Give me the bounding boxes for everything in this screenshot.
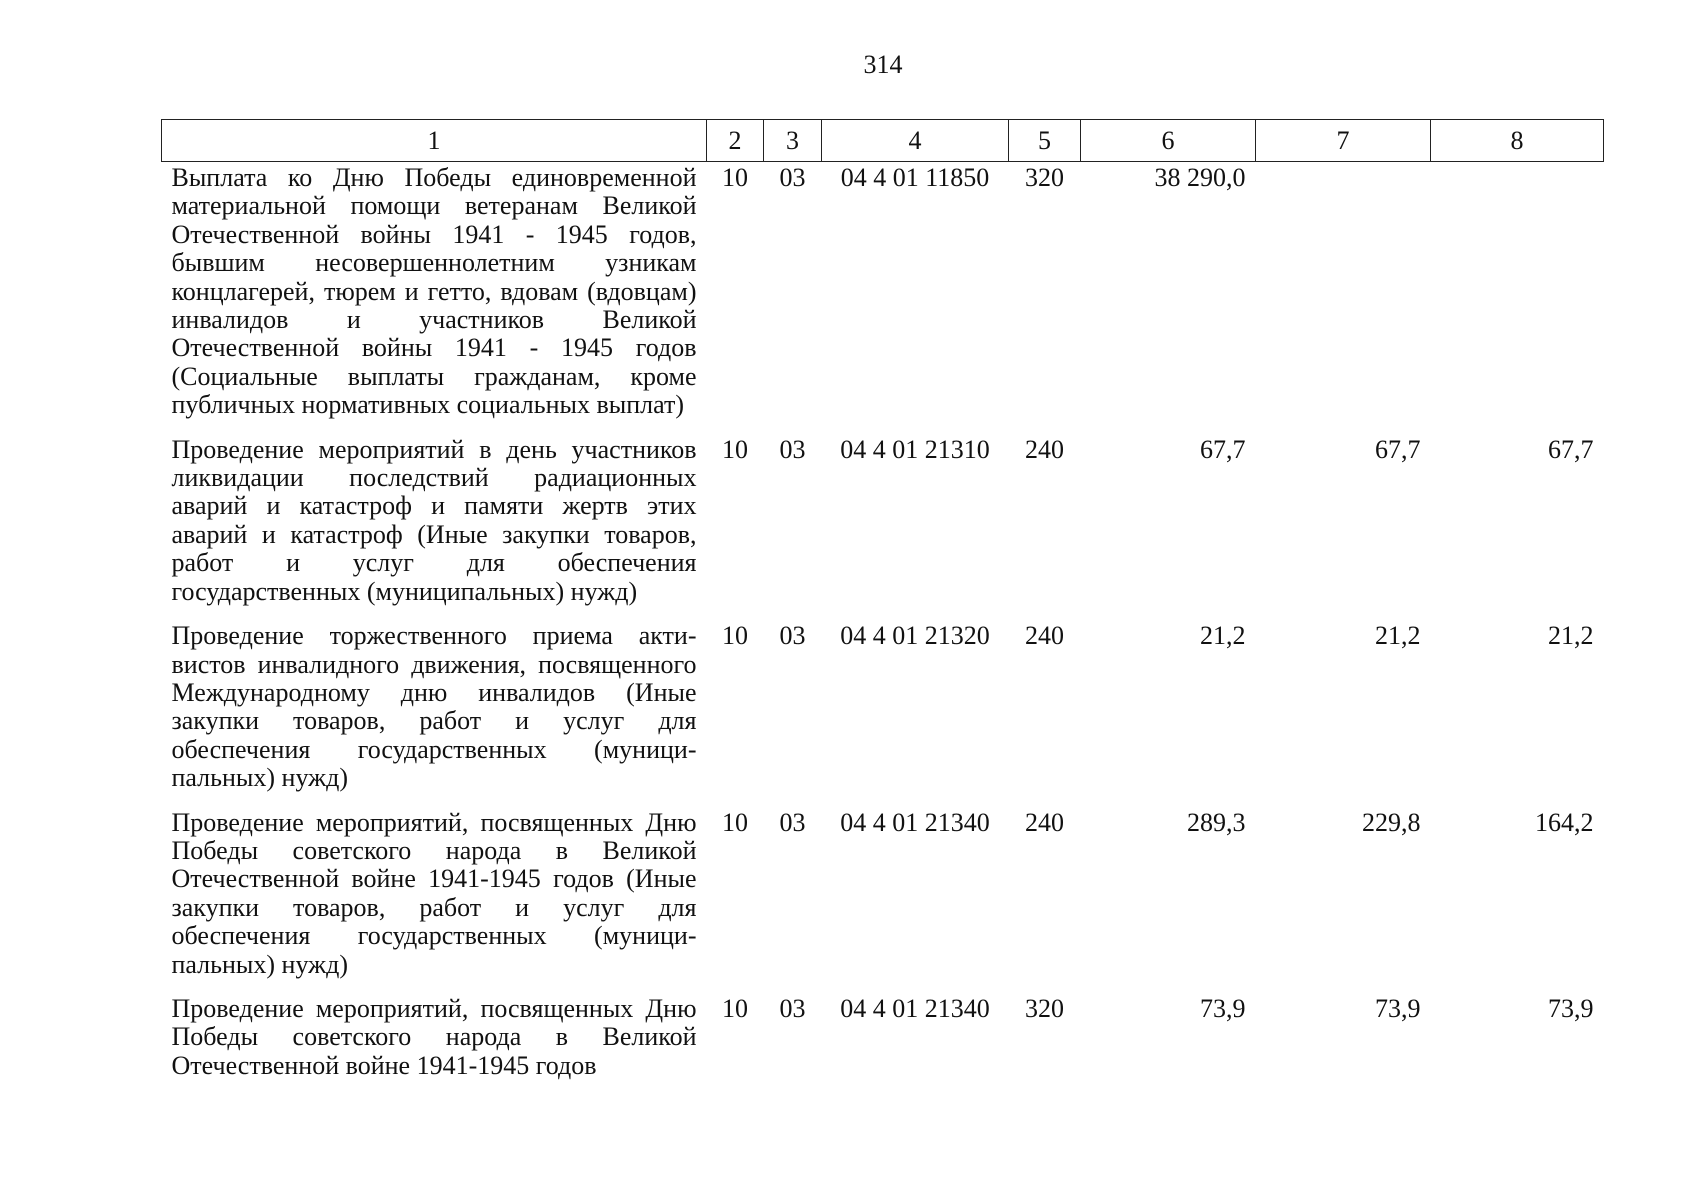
row-target-article: 04 4 01 21310 [840,434,990,464]
row-section-code: 10 [722,807,748,837]
header-col-8: 8 [1431,120,1604,162]
row-expense-type: 240 [1025,807,1064,837]
row-amount-col8: 164,2 [1535,807,1594,837]
table-row [162,807,1604,993]
row-description: Проведение торжественного приема активистов инвалидного движения, посвященного Международному дню инвалидов (Иные закупки товаров, работ и услуг для обеспечения государственных (муниципальных) нужд) [171,621,697,793]
row-section-code: 10 [722,163,748,192]
table-row [162,620,1604,806]
row-description: Выплата ко Дню Победы единовременной материальной помощи ветеранам Великой Отечественной войны 1941 - 1945 годов, бывшим несовершеннолетним узникам концлагерей, тюрем и гетто, вдовам (вдовцам) инвалидов и участников Великой Отечественной войны 1941 - 1945 годов (Социальные выплаты гражданам, кроме публичных нормативных социальных выплат) [171,163,697,420]
row-amount-col7 [1256,162,1431,434]
row-description: Проведение мероприятий, посвященных Дню Победы советского народа в Великой Отечественной войне 1941-1945 годов [171,993,697,1080]
row-description: Проведение мероприятий, посвященных Дню Победы советского народа в Великой Отечественной войне 1941-1945 годов (Иные закупки товаров, работ и услуг для обеспечения государственных (муниципальных) нужд) [171,807,697,979]
row-amount-col6: 21,2 [1200,621,1246,651]
row-subsection-code: 03 [779,621,806,651]
row-target-article: 04 4 01 21340 [840,993,990,1023]
header-col-5: 5 [1009,120,1081,162]
row-amount-col7: 67,7 [1375,434,1421,464]
row-section-code: 10 [722,434,748,464]
page-number: 314 [863,50,903,79]
row-amount-col7: 21,2 [1375,621,1421,651]
row-expense-type: 240 [1025,621,1064,651]
row-subsection-code: 03 [779,163,806,192]
header-col-4: 4 [822,120,1009,162]
row-expense-type: 320 [1025,993,1064,1023]
header-row [162,120,1604,162]
header-col-7: 7 [1256,120,1431,162]
header-col-1: 1 [162,120,707,162]
table-body [162,162,1604,1095]
row-target-article: 04 4 01 11850 [840,163,990,192]
row-amount-col8 [1431,162,1604,434]
row-description: Проведение мероприятий в день участников ликвидации последствий радиационных аварий и катастроф и памяти жертв этих аварий и катастроф (Иные закупки товаров, работ и услуг для обеспечения государственных (муниципальных) нужд) [171,434,697,606]
row-amount-col7: 73,9 [1375,993,1421,1023]
row-section-code: 10 [722,993,748,1023]
row-target-article: 04 4 01 21320 [840,621,990,651]
row-amount-col7: 229,8 [1362,807,1421,837]
row-amount-col6: 38 290,0 [1154,163,1246,192]
row-amount-col6: 289,3 [1187,807,1246,837]
table-row [162,434,1604,620]
row-subsection-code: 03 [779,993,806,1023]
header-col-6: 6 [1081,120,1256,162]
row-expense-type: 240 [1025,434,1064,464]
row-subsection-code: 03 [779,434,806,464]
row-section-code: 10 [722,621,748,651]
row-amount-col6: 67,7 [1200,434,1246,464]
row-amount-col8: 67,7 [1548,434,1594,464]
row-subsection-code: 03 [779,807,806,837]
header-col-3: 3 [764,120,822,162]
header-col-2: 2 [707,120,764,162]
table-row [162,162,1604,434]
row-amount-col8: 73,9 [1548,993,1594,1023]
row-amount-col6: 73,9 [1200,993,1246,1023]
row-amount-col8: 21,2 [1548,621,1594,651]
row-expense-type: 320 [1025,163,1064,192]
table-row [162,993,1604,1094]
budget-table [161,119,1604,1094]
row-target-article: 04 4 01 21340 [840,807,990,837]
table-header [162,120,1604,162]
